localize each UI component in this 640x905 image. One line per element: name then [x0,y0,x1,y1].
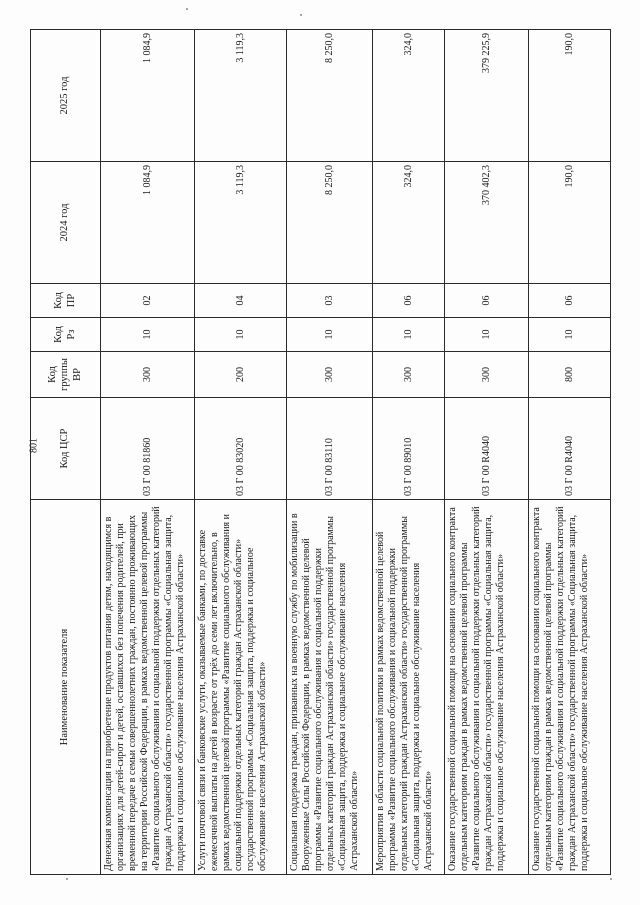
header-2025: 2025 год [31,30,101,162]
row-name: Денежная компенсация на приобретение продуктов питания детям, находящимся в организациях для детей-сирот и детей, оставшихся без попечения родителей, при временной передаче в семьи совершеннолетних граждан, постоянно проживающих на территории Российской Федерации, в рамках ведомственной целевой программы «Развитие социального обслуживания и социальной поддержки отдельных категорий граждан Астраханской области» государственной программы «Социальная защита, поддержка и социальное обслуживание населения Астраханской области» [101,500,195,875]
row-csr: 03 Г 00 81860 [101,398,195,500]
table-container [30,30,610,875]
row-pr: 03 [287,284,373,318]
row-csr: 03 Г 00 83020 [195,398,287,500]
row-name: Социальная поддержка граждан, призванных на военную службу по мобилизации в Вооруженные Силы Российской Федерации, в рамках ведомственной целевой программы «Развитие социального обслуживания и социальной поддержки отдельных категорий граждан Астраханской области» государственной программы «Социальная защита, поддержка и социальное обслуживание населения Астраханской области» [287,500,373,875]
row-2024: 190,0 [529,162,611,284]
table-row [529,30,611,875]
row-rz: 10 [373,318,445,352]
row-name: Мероприятия в области социальной политики в рамках ведомственной целевой программы «Развитие социального обслуживания и социальной поддержки отдельных категорий граждан Астраханской области» государственной программы «Социальная защита, поддержка и социальное обслуживание населения Астраханской области» [373,500,445,875]
rotated-table-frame [30,30,610,875]
table-row [101,30,195,875]
header-csr: Код ЦСР [31,398,101,500]
row-pr: 06 [445,284,529,318]
header-vr: Код группы ВР [31,352,101,398]
row-2024: 324,0 [373,162,445,284]
header-rz: Код Рз [31,318,101,352]
header-2024: 2024 год [31,162,101,284]
row-vr: 300 [373,352,445,398]
table-row [195,30,287,875]
row-csr: 03 Г 00 83110 [287,398,373,500]
scan-speck [186,8,188,10]
row-2024: 370 402,3 [445,162,529,284]
row-pr: 06 [373,284,445,318]
scan-speck [66,878,68,880]
row-rz: 10 [287,318,373,352]
row-2025: 8 250,0 [287,30,373,162]
row-csr: 03 Г 00 R4040 [529,398,611,500]
row-name: Услуги почтовой связи и банковские услуги, оказываемые банками, по доставке ежемесячной выплаты на детей в возрасте от трёх до семи лет включительно, в рамках ведомственной целевой программы «Развитие социального обслуживания и социальной поддержки отдельных категорий граждан Астраханской области» государственной программы «Социальная защита, поддержка и социальное обслуживание населения Астраханской области» [195,500,287,875]
row-vr: 800 [529,352,611,398]
row-csr: 03 Г 00 89010 [373,398,445,500]
header-pr: Код ПР [31,284,101,318]
row-vr: 300 [287,352,373,398]
row-pr: 06 [529,284,611,318]
row-2025: 379 225,9 [445,30,529,162]
scan-speck [610,878,612,880]
row-2025: 3 119,3 [195,30,287,162]
row-2025: 190,0 [529,30,611,162]
scan-speck [300,14,302,16]
row-2025: 324,0 [373,30,445,162]
row-vr: 200 [195,352,287,398]
row-2025: 1 084,9 [101,30,195,162]
row-2024: 3 119,3 [195,162,287,284]
row-name: Оказание государственной социальной помощи на основании социального контракта отдельным категориям граждан в рамках ведомственной целевой программы «Развитие социального обслуживания и социальной поддержки отдельных категорий граждан Астраханской области» государственной программы «Социальная защита, поддержка и социальное обслуживание населения Астраханской области» [529,500,611,875]
row-2024: 8 250,0 [287,162,373,284]
row-pr: 02 [101,284,195,318]
header-name: Наименование показателя [31,500,101,875]
row-vr: 300 [101,352,195,398]
row-rz: 10 [529,318,611,352]
row-2024: 1 084,9 [101,162,195,284]
budget-table [30,29,611,875]
table-row [373,30,445,875]
page-number: 801 [28,438,40,453]
row-rz: 10 [445,318,529,352]
row-rz: 10 [195,318,287,352]
row-name: Оказание государственной социальной помощи на основании социального контракта отдельным категориям граждан в рамках ведомственной целевой программы «Развитие социального обслуживания и социальной поддержки отдельных категорий граждан Астраханской области» государственной программы «Социальная защита, поддержка и социальное обслуживание населения Астраханской области» [445,500,529,875]
row-vr: 300 [445,352,529,398]
row-pr: 04 [195,284,287,318]
table-row [287,30,373,875]
header-row [31,30,101,875]
row-rz: 10 [101,318,195,352]
table-row [445,30,529,875]
row-csr: 03 Г 00 R4040 [445,398,529,500]
